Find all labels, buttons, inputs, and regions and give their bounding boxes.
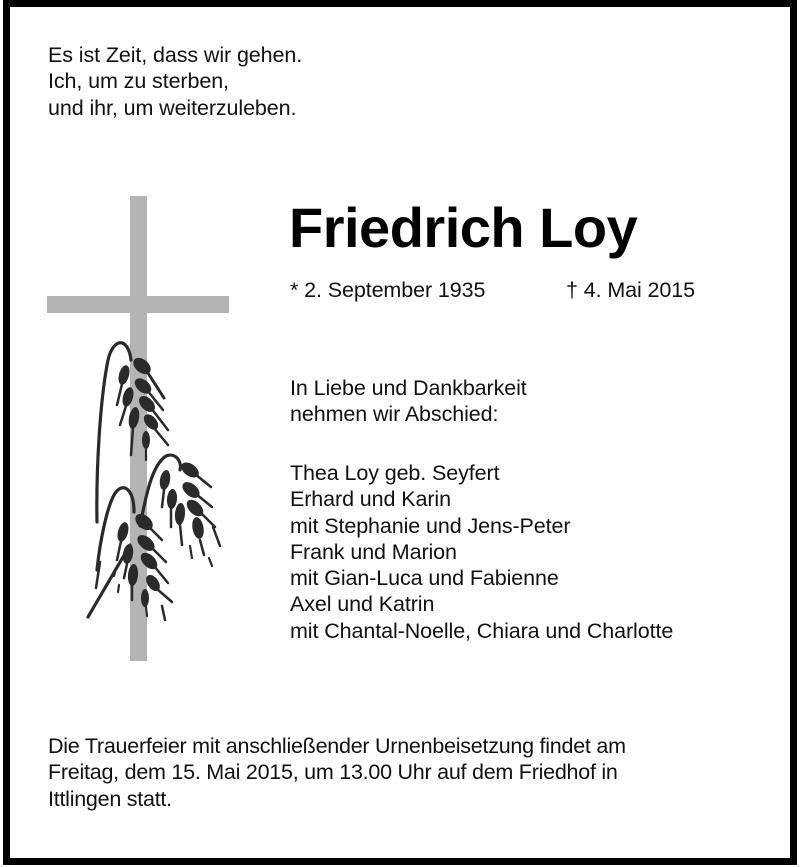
cross-icon [47, 196, 229, 661]
service-line: Freitag, dem 15. Mai 2015, um 13.00 Uhr auf dem Friedhof in [48, 760, 618, 785]
mourner-item: Thea Loy geb. Seyfert [290, 461, 500, 485]
mourner-item: Erhard und Karin [290, 487, 451, 512]
poem [48, 42, 302, 121]
service-line: Die Trauerfeier mit anschließender Urnenbeisetzung findet am [48, 734, 626, 758]
mourner-item: Axel und Katrin [290, 592, 435, 617]
poem-line: Ich, um zu sterben, [48, 69, 229, 94]
mourner-item: mit Stephanie und Jens-Peter [290, 513, 571, 538]
mourner-item: mit Chantal-Noelle, Chiara und Charlotte [290, 618, 674, 643]
poem-line: und ihr, um weiterzuleben. [48, 95, 297, 120]
service-line: Ittlingen statt. [48, 786, 172, 811]
poem-line: Es ist Zeit, dass wir gehen. [48, 43, 303, 67]
mourner-item: Frank und Marion [290, 539, 457, 564]
deceased-name: Friedrich Loy [289, 196, 638, 259]
farewell-intro [290, 375, 527, 428]
funeral-service-info [48, 733, 626, 812]
mourners-list [290, 460, 673, 644]
wheat-icon [88, 343, 220, 620]
death-date: † 4. Mai 2015 [566, 278, 695, 302]
birth-date: * 2. September 1935 [290, 278, 486, 302]
mourner-item: mit Gian-Luca und Fabienne [290, 566, 559, 591]
intro-line: nehmen wir Abschied: [290, 402, 499, 427]
intro-line: In Liebe und Dankbarkeit [290, 376, 527, 400]
cross-with-wheat-icon [40, 190, 240, 670]
